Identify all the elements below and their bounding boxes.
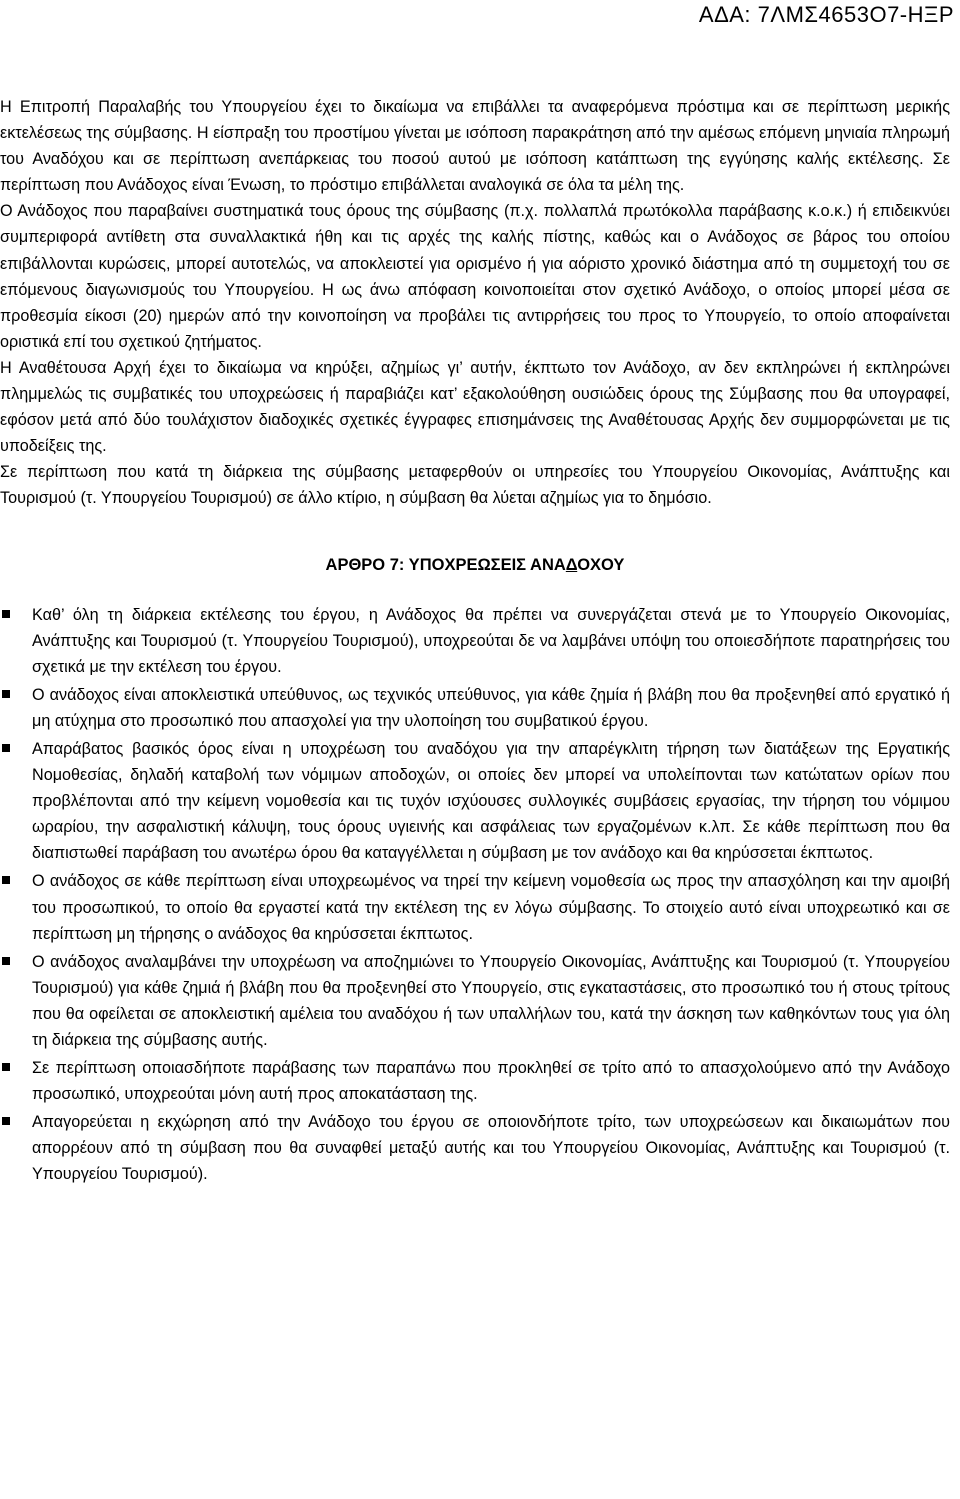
square-bullet-icon <box>2 876 10 884</box>
list-item <box>0 682 950 734</box>
ada-code: ΑΔΑ: 7ΛΜΣ4653Ο7-ΗΞΡ <box>698 2 954 27</box>
list-item-text: Απαγορεύεται η εκχώρηση από την Ανάδοχο του έργου σε οποιονδήποτε τρίτο, των υποχρεώσεων και δικαιωμάτων που απορρέουν από τη σύμβαση που θα συναφθεί μεταξύ αυτής και του Υπουργείου Οικονομίας, Ανάπτυξης και Τουρισμού (τ. Υπουργείου Τουρισμού). <box>32 1113 950 1184</box>
square-bullet-icon <box>2 957 10 965</box>
list-item <box>0 949 950 1053</box>
list-item-text: Ο ανάδοχος αναλαμβάνει την υποχρέωση να αποζημιώνει το Υπουργείο Οικονομίας, Ανάπτυξης και Τουρισμού (τ. Υπουργείου Τουρισμού) για κάθε ζημιά ή βλάβη που θα προξενηθεί στο Υπουργείο, στις εγκαταστάσεις, στο προσωπικό του ή στους τρίτους που θα οφείλεται σε αποκλειστική αμέλεια του αναδόχου ή των υπαλλήλων του, κατά την άσκηση των καθηκόντων τους για όλη τη διάρκεια της σύμβασης αυτής. <box>32 952 950 1049</box>
list-item <box>0 1109 950 1187</box>
list-item <box>0 1055 950 1107</box>
square-bullet-icon <box>2 744 10 752</box>
square-bullet-icon <box>2 1117 10 1125</box>
document-body <box>0 94 950 1190</box>
list-item-text: Ο ανάδοχος είναι αποκλειστικά υπεύθυνος, ως τεχνικός υπεύθυνος, για κάθε ζημία ή βλάβη που θα προξενηθεί από εργατικό ή μη ατύχημα στο προσωπικό που απασχολεί για την υλοποίηση του συμβατικού έργου. <box>32 685 950 730</box>
obligations-list <box>0 602 950 1188</box>
heading-text-end: ΟΧΟΥ <box>577 555 625 574</box>
square-bullet-icon <box>2 1063 10 1071</box>
list-item <box>0 736 950 866</box>
list-item-text: Σε περίπτωση οποιασδήποτε παράβασης των παραπάνω που προκληθεί σε τρίτο από το απασχολούμενο από την Ανάδοχο προσωπικό, υποχρεούται μόνη αυτή προς αποκατάσταση της. <box>32 1059 950 1104</box>
paragraph-forfeiture: Η Αναθέτουσα Αρχή έχει το δικαίωμα να κηρύξει, αζημίως γι’ αυτήν, έκπτωτο τον Ανάδοχο, αν δεν εκπληρώνει ή εκπληρώνει πλημμελώς τις συμβατικές του υποχρεώσεις ή παραβιάζει κατ’ εξακολούθηση ουσιώδεις όρους της Σύμβασης που θα υπογραφεί, εφόσον μετά από δύο τουλάχιστον διαδοχικές σχετικές έγγραφες επισημάνσεις της Αναθέτουσας Αρχής δεν συμμορφώνεται με τις υποδείξεις της. <box>0 358 950 456</box>
list-item-text: Απαράβατος βασικός όρος είναι η υποχρέωση του αναδόχου για την απαρέγκλιτη τήρηση των διατάξεων της Εργατικής Νομοθεσίας, δηλαδή καταβολή των νόμιμων αποδοχών, οι οποίες δεν μπορεί να υπολείπονται των κατώτατων ορίων που προβλέπονται από την κείμενη νομοθεσία και τις τυχόν ισχύουσες συλλογικές συμβάσεις εργασίας, την τήρηση του νόμιμου ωραρίου, την ασφαλιστική κάλυψη, τους όρους υγιεινής και ασφάλειας των εργαζομένων κ.λπ. Σε κάθε περίπτωση που θα διαπιστωθεί παράβαση του ανωτέρω όρου θα καταγγέλλεται η σύμβαση με τον ανάδοχο και θα κηρύσσεται έκπτωτος. <box>32 739 950 863</box>
square-bullet-icon <box>2 610 10 618</box>
heading-text-start: ΑΡΘΡΟ 7: ΥΠΟΧΡΕΩΣΕΙΣ ΑΝΑ <box>325 555 566 574</box>
article-7-heading <box>0 553 950 577</box>
list-item-text: Καθ’ όλη τη διάρκεια εκτέλεσης του έργου, η Ανάδοχος θα πρέπει να συνεργάζεται στενά με το Υπουργείο Οικονομίας, Ανάπτυξης και Τουρισμού (τ. Υπουργείου Τουρισμού), υποχρεούται δε να λαμβάνει υπόψη του οποιεσδήποτε παρατηρήσεις του σχετικά με την εκτέλεση του έργου. <box>32 605 950 676</box>
paragraph-exclusion: Ο Ανάδοχος που παραβαίνει συστηματικά τους όρους της σύμβασης (π.χ. πολλαπλά πρωτόκολλα παράβασης κ.ο.κ.) ή επιδεικνύει συμπεριφορά αντίθετη στα συναλλακτικά ήθη και τις αρχές της καλής πίστης, καθώς και ο Ανάδοχος σε βάρος του οποίου επιβάλλονται κυρώσεις, μπορεί αυτοτελώς, να αποκλειστεί για ορισμένο ή για αόριστο χρονικό διάστημα από τη συμμετοχή του σε επόμενους διαγωνισμούς του Υπουργείου. Η ως άνω απόφαση κοινοποιείται στον σχετικό Ανάδοχο, ο οποίος μπορεί μέσα σε προθεσμία είκοσι (20) ημερών από την κοινοποίηση να προβάλει τις αντιρρήσεις του προς το Υπουργείο, το οποίο αποφαίνεται οριστικά επί του σχετικού ζητήματος. <box>0 202 950 351</box>
list-item <box>0 602 950 680</box>
list-item-text: Ο ανάδοχος σε κάθε περίπτωση είναι υποχρεωμένος να τηρεί την κείμενη νομοθεσία ως προς την απασχόληση και την αμοιβή του προσωπικού, το οποίο θα εργαστεί κατά την εκτέλεση της εν λόγω σύμβασης. Το στοιχείο αυτό είναι υποχρεωτικό και σε περίπτωση μη τήρησης ο ανάδοχος θα κηρύσσεται έκπτωτος. <box>32 872 950 943</box>
paragraph-relocation: Σε περίπτωση που κατά τη διάρκεια της σύμβασης μεταφερθούν οι υπηρεσίες του Υπουργείου Οικονομίας, Ανάπτυξης και Τουρισμού (τ. Υπουργείου Τουρισμού) σε άλλο κτίριο, η σύμβαση θα λύεται αζημίως για το δημόσιο. <box>0 463 950 508</box>
heading-underlined-letter: Δ <box>565 555 578 574</box>
list-item <box>0 868 950 946</box>
square-bullet-icon <box>2 690 10 698</box>
paragraph-penalties: Η Επιτροπή Παραλαβής του Υπουργείου έχει το δικαίωμα να επιβάλλει τα αναφερόμενα πρόστιμα και σε περίπτωση μερικής εκτελέσεως της σύμβασης. Η είσπραξη του προστίμου γίνεται με ισόποση παρακράτηση από την αμέσως επόμενη μηνιαία πληρωμή του Αναδόχου και σε περίπτωση ανεπάρκειας του ποσού αυτού με ισόποση κατάπτωση της εγγύησης καλής εκτέλεσης. Σε περίπτωση που Ανάδοχος είναι Ένωση, το πρόστιμο επιβάλλεται αναλογικά σε όλα τα μέλη της. <box>0 98 950 195</box>
